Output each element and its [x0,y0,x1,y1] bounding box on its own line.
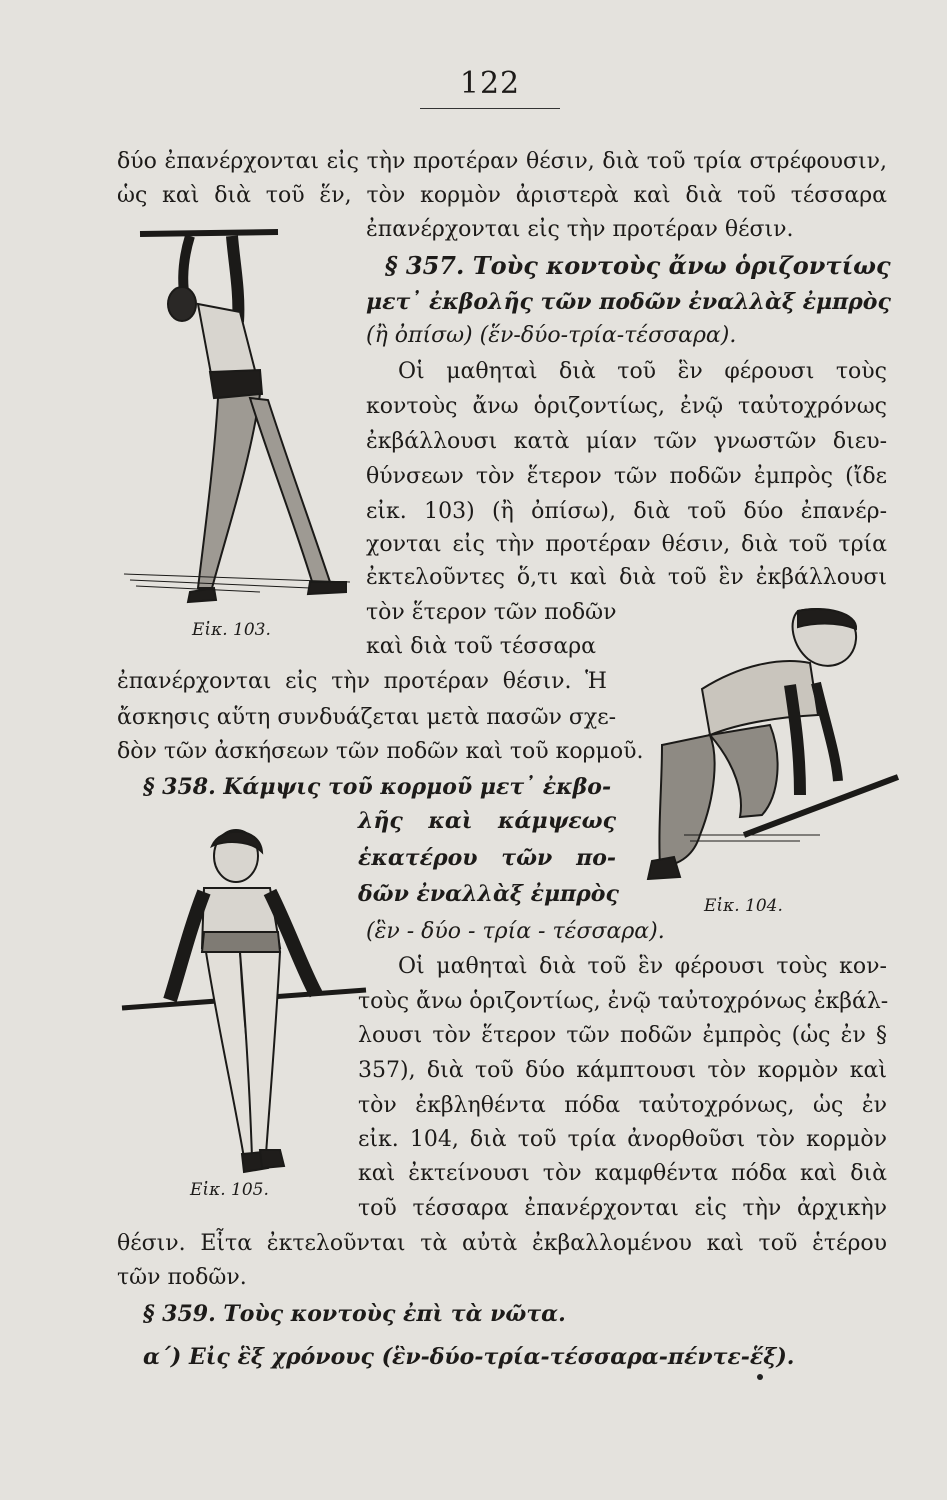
text-line-1: δύο ἐπανέρχονται εἰς τὴν προτέραν θέσιν, διὰ τοῦ τρία στρέφουσιν, [117,149,887,174]
section-358-heading-4: δῶν ἐναλλὰξ ἐμπρὸς [358,881,619,907]
text-line-26: λουσι τὸν ἕτερον τῶν ποδῶν ἐμπρὸς (ὡς ἐν § [358,1023,887,1048]
section-357-heading-2: μετ᾿ ἐκβολῆς τῶν ποδῶν ἐναλλὰξ ἐμπρὸς [366,289,891,315]
text-line-7: Οἱ μαθηταὶ διὰ τοῦ ἓν φέρουσι τοὺς [398,359,887,384]
text-line-24: Οἱ μαθηταὶ διὰ τοῦ ἓν φέρουσι τοὺς κον- [398,954,887,979]
section-358-heading-3: ἑκατέρου τῶν πο- [358,845,616,871]
text-line-29: εἰκ. 104, διὰ τοῦ τρία ἀνορθοῦσι τὸν κορμὸν [358,1127,887,1152]
text-line-2: ὡς καὶ διὰ τοῦ ἕν, τὸν κορμὸν ἀριστερὰ καὶ διὰ τοῦ τέσσαρα [117,183,887,208]
text-line-15: καὶ διὰ τοῦ τέσσαρα [366,634,596,659]
text-line-3: ἐπανέρχονται εἰς τὴν προτέραν θέσιν. [366,217,794,242]
text-line-9: ἐκβάλλουσι κατὰ μίαν τῶν γνωστῶν διευ- [366,429,887,454]
section-357-heading-3: (ἢ ὀπίσω) (ἕν-δύο-τρία-τέσσαρα). [366,323,737,348]
text-line-17: ἄσκησις αὕτη συνδυάζεται μετὰ πασῶν σχε- [117,705,617,730]
text-line-12: χονται εἰς τὴν προτέραν θέσιν, διὰ τοῦ τρία [366,532,887,557]
figure-103-caption: Εἰκ. 103. [192,620,271,640]
text-line-27: 357), διὰ τοῦ δύο κάμπτουσι τὸν κορμὸν καὶ [358,1058,887,1083]
text-line-31: τοῦ τέσσαρα ἐπανέρχονται εἰς τὴν ἀρχικὴν [358,1196,887,1221]
text-line-14: τὸν ἕτερον τῶν ποδῶν [366,600,617,625]
text-line-16: ἐπανέρχονται εἰς τὴν προτέραν θέσιν. Ἡ [117,669,607,694]
figure-104-illustration [640,605,902,880]
text-line-13: ἐκτελοῦντες ὅ,τι καὶ διὰ τοῦ ἓν ἐκβάλλουσι [366,565,887,590]
text-line-8: κοντοὺς ἄνω ὁριζοντίως, ἐνῷ ταὐτοχρόνως [366,394,887,419]
text-line-25: τοὺς ἄνω ὁριζοντίως, ἐνῷ ταὐτοχρόνως ἐκβάλ- [358,989,889,1014]
section-357-heading-1: § 357. Τοὺς κοντοὺς ἄνω ὁριζοντίως [385,251,891,280]
page-number-rule [420,108,560,109]
text-line-32: θέσιν. Εἶτα ἐκτελοῦνται τὰ αὐτὰ ἐκβαλλομένου καὶ τοῦ ἑτέρου [117,1231,887,1256]
section-358-heading-1: § 358. Κάμψις τοῦ κορμοῦ μετ᾿ ἐκβο- [143,774,612,800]
ink-dot [757,1374,763,1380]
page-number: 122 [459,66,521,101]
text-line-10: θύνσεων τὸν ἕτερον τῶν ποδῶν ἐμπρὸς (ἴδε [366,464,887,489]
figure-103-illustration [110,222,350,610]
section-358-heading-5: (ἓν - δύο - τρία - τέσσαρα). [366,919,665,944]
text-line-11: εἰκ. 103) (ἢ ὀπίσω), διὰ τοῦ δύο ἐπανέρ- [366,499,887,524]
section-359-heading: § 359. Τοὺς κοντοὺς ἐπὶ τὰ νῶτα. [143,1301,566,1327]
figure-104-caption: Εἰκ. 104. [704,896,783,916]
section-358-heading-2: λῆς καὶ κάμψεως [358,808,616,834]
figure-105-caption: Εἰκ. 105. [190,1180,269,1200]
figure-105-illustration [120,828,370,1176]
text-line-18: δὸν τῶν ἀσκήσεων τῶν ποδῶν καὶ τοῦ κορμοῦ. [117,739,644,764]
text-line-30: καὶ ἐκτείνουσι τὸν καμφθέντα πόδα καὶ διὰ [358,1161,887,1186]
text-line-28: τὸν ἐκβληθέντα πόδα ταὐτοχρόνως, ὡς ἐν [358,1093,887,1118]
text-line-33: τῶν ποδῶν. [117,1265,247,1290]
section-359-subheading: α΄) Εἰς ἓξ χρόνους (ἓν-δύο-τρία-τέσσαρα-πέντε-ἕξ). [143,1344,795,1370]
